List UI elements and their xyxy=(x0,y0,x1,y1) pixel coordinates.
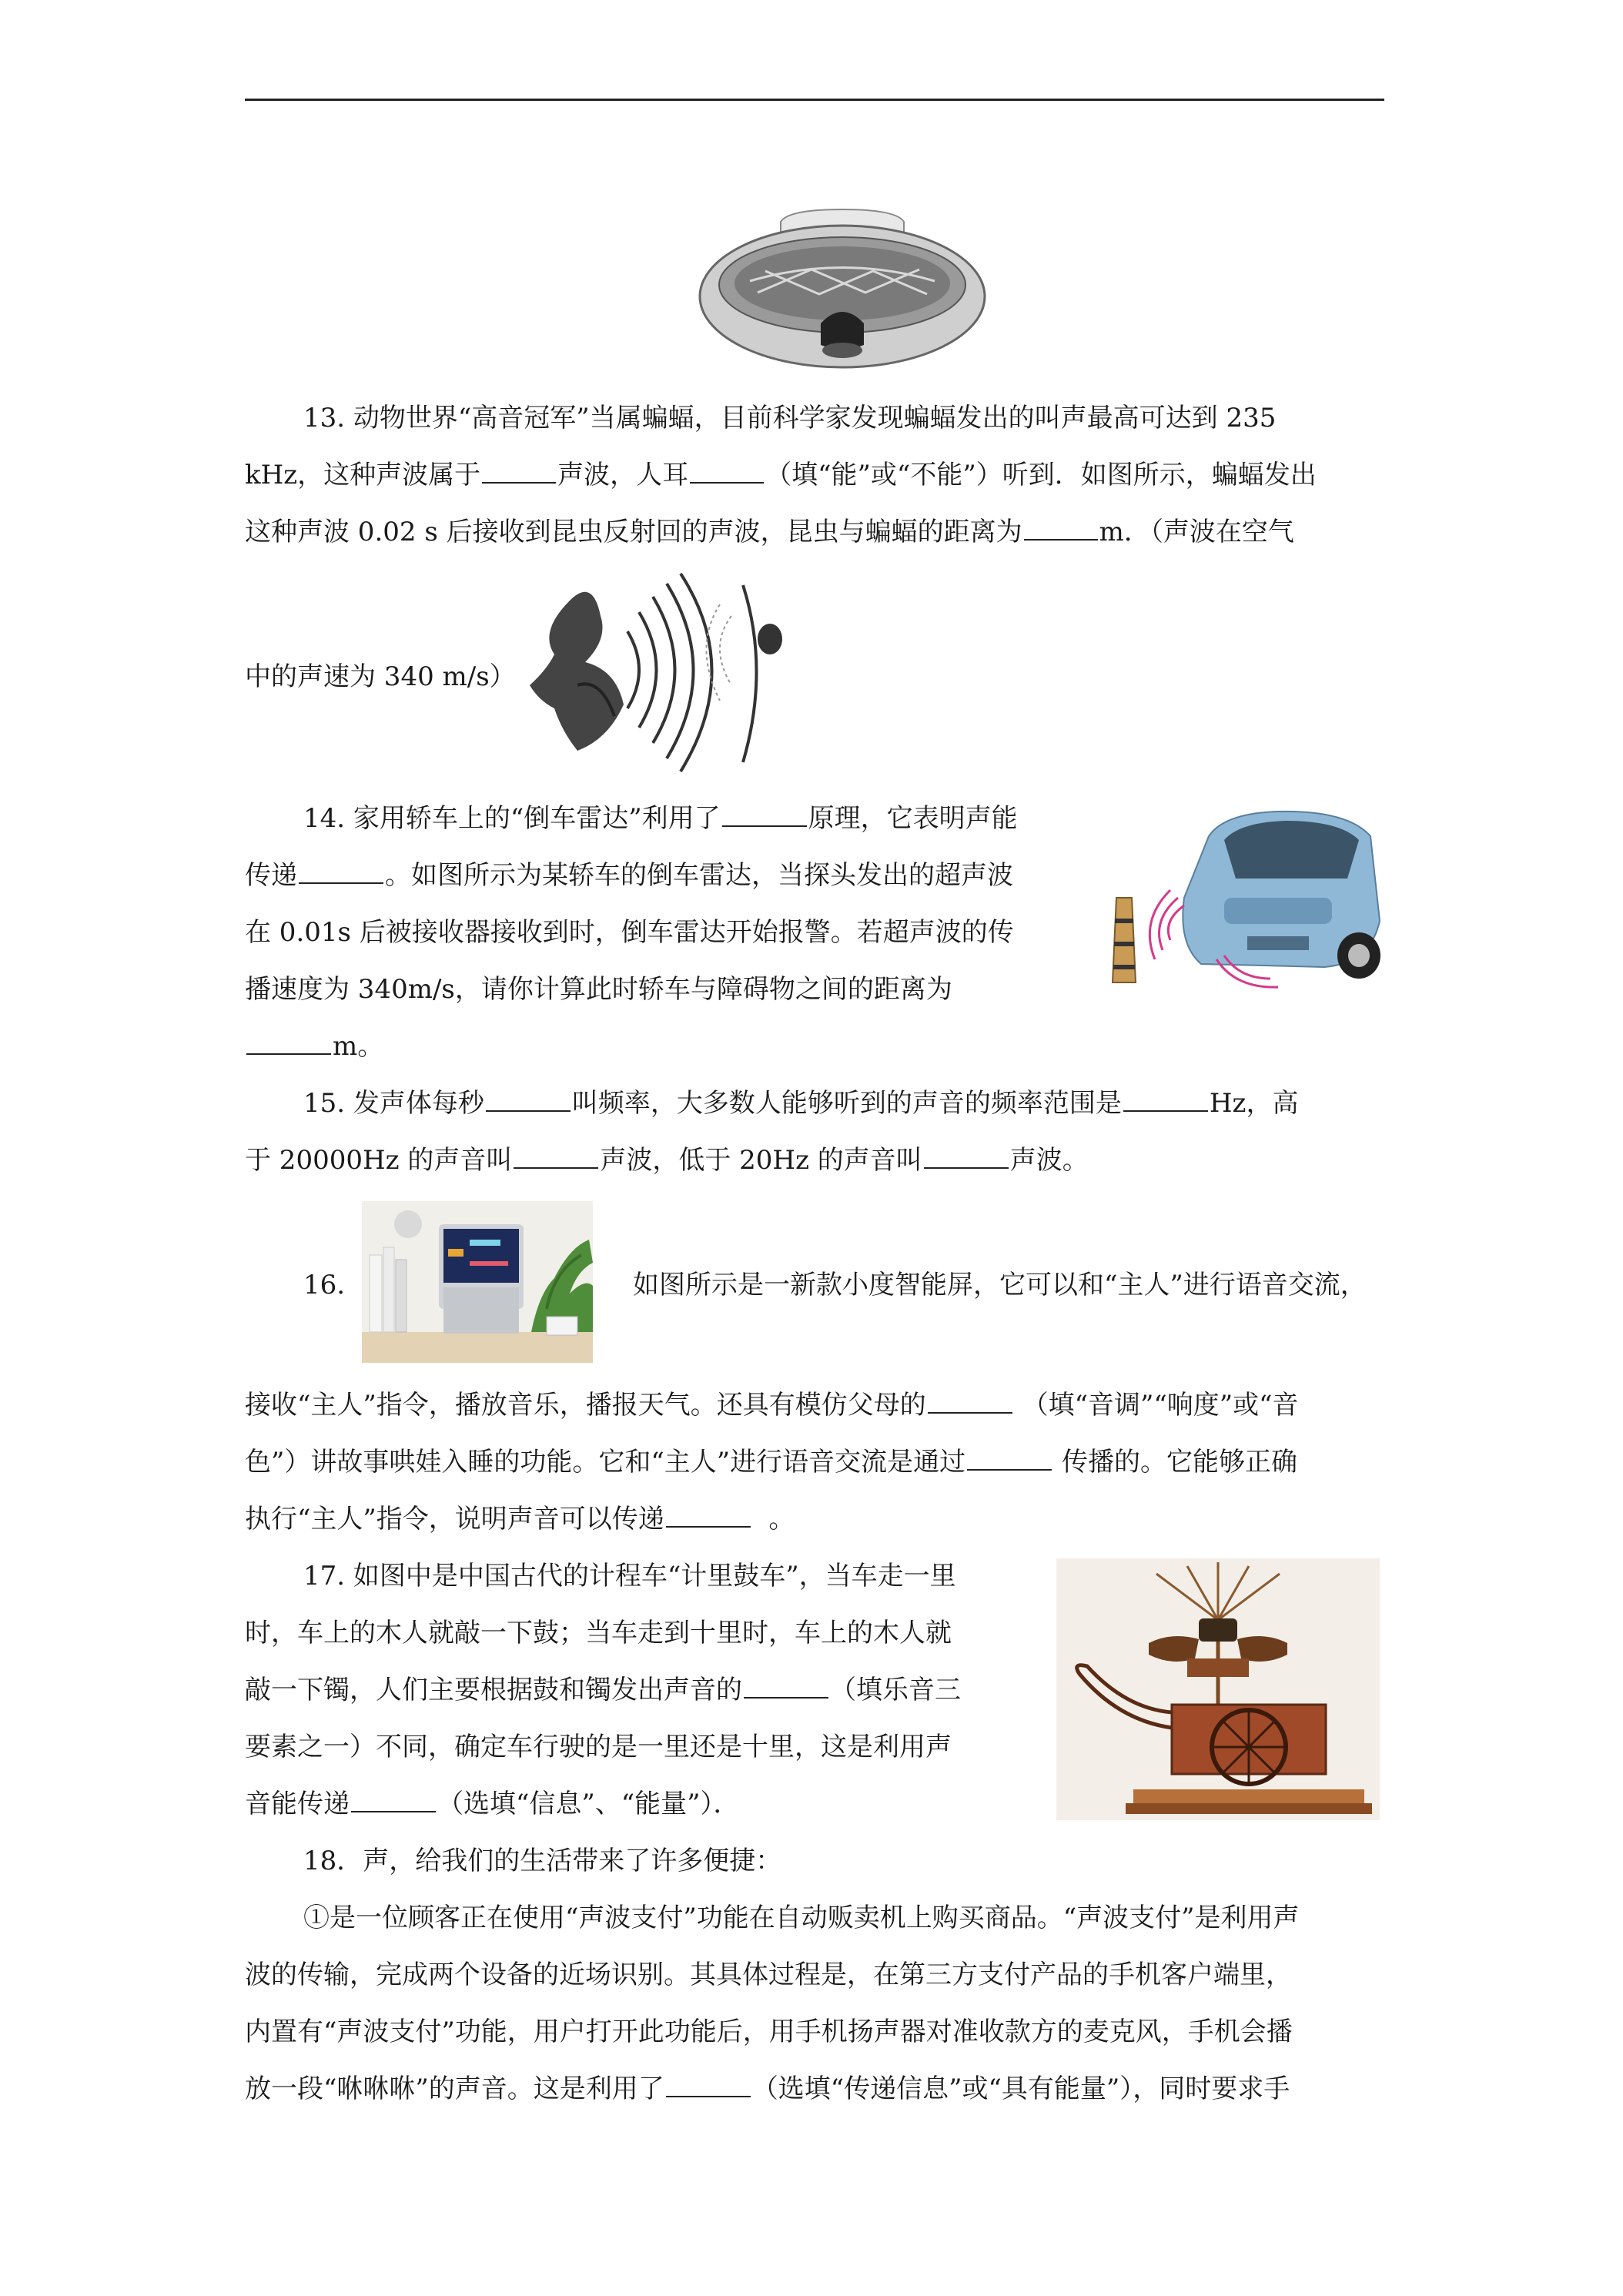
answer-blank[interactable] xyxy=(666,2073,751,2097)
q14-text: 。如图所示为某轿车的倒车雷达，当探头发出的超声波 xyxy=(385,860,1013,891)
q17-text: （选填“信息”、“能量”）． xyxy=(437,1789,740,1819)
q16-text: 色”）讲故事哄娃入睡的功能。它和“主人”进行语音交流是通过 xyxy=(245,1447,966,1478)
answer-blank[interactable] xyxy=(666,1503,751,1528)
q14-text: m。 xyxy=(333,1031,384,1062)
q15-text: 声波。 xyxy=(1009,1145,1089,1176)
q14-line4: 播速度为 340m/s，请你计算此时轿车与障碍物之间的距离为 xyxy=(245,974,952,1005)
q16-text: 执行“主人”指令，说明声音可以传递 xyxy=(245,1504,664,1535)
answer-blank[interactable] xyxy=(482,459,556,484)
answer-blank[interactable] xyxy=(744,1674,828,1699)
q14-line1 xyxy=(245,801,1076,836)
answer-blank[interactable] xyxy=(722,802,807,827)
bat-echolocation-image xyxy=(524,570,785,778)
q13-text: kHz，这种声波属于 xyxy=(245,460,481,490)
q18-text: （选填“传递信息”或“具有能量”），同时要求手 xyxy=(751,2073,1290,2104)
q14-text: 14. 家用轿车上的“倒车雷达”利用了 xyxy=(303,803,721,834)
answer-blank[interactable] xyxy=(514,1144,598,1169)
q13-line4: 中的声速为 340 m/s） xyxy=(245,661,516,692)
q16-line1: 如图所示是一新款小度智能屏，它可以和“主人”进行语音交流， xyxy=(633,1270,1367,1300)
q18-line1: 18．声，给我们的生活带来了许多便捷： xyxy=(303,1846,782,1876)
q14-text: 传递 xyxy=(245,860,297,891)
q17-line2: 时，车上的木人就敲一下鼓；当车走到十里时，车上的木人就 xyxy=(245,1618,952,1648)
q14-line2 xyxy=(245,858,1076,893)
q13-text: （填“能”或“不能”）听到．如图所示，蝙蝠发出 xyxy=(765,460,1317,490)
answer-blank[interactable] xyxy=(1123,1087,1208,1112)
q18-line2: ①是一位顾客正在使用“声波支付”功能在自动贩卖机上购买商品。“声波支付”是利用声 xyxy=(303,1903,1300,1933)
q13-line3 xyxy=(245,514,1384,550)
q13-text: m．（声波在空气 xyxy=(1099,517,1294,547)
q17-text: 敲一下镯，人们主要根据鼓和镯发出声音的 xyxy=(245,1675,742,1705)
q15-text: Hz，高 xyxy=(1209,1088,1299,1119)
parking-radar-car-image xyxy=(1093,805,1386,990)
answer-blank[interactable] xyxy=(967,1446,1052,1471)
q15-text: 声波，低于 20Hz 的声音叫 xyxy=(600,1145,922,1176)
q18-line4: 内置有“声波支付”功能，用户打开此功能后，用手机扬声器对准收款方的麦克风，手机会播 xyxy=(245,2017,1293,2047)
q16-line3 xyxy=(245,1444,1384,1480)
q16-text: 传播的。它能够正确 xyxy=(1061,1447,1297,1478)
q17-line1: 17. 如图中是中国古代的计程车“计里鼓车”，当车走一里 xyxy=(303,1561,956,1591)
q13-line1: 13. 动物世界“高音冠军”当属蝙蝠，目前科学家发现蝙蝠发出的叫声最高可达到 235 xyxy=(303,403,1277,433)
q15-text: 叫频率，大多数人能够听到的声音的频率范围是 xyxy=(571,1088,1122,1119)
q14-line3: 在 0.01s 后被接收器接收到时，倒车雷达开始报警。若超声波的传 xyxy=(245,917,1014,948)
q17-line4: 要素之一）不同，确定车行驶的是一里还是十里，这是利用声 xyxy=(245,1732,952,1762)
q16-text: （填“音调”“响度”或“音 xyxy=(1022,1390,1299,1421)
q18-text: 放一段“咻咻咻”的声音。这是利用了 xyxy=(245,2073,664,2104)
q18-line5 xyxy=(245,2071,1384,2107)
q13-text: 这种声波 0.02 s 后接收到昆虫反射回的声波，昆虫与蝙蝠的距离为 xyxy=(245,517,1022,547)
answer-blank[interactable] xyxy=(928,1389,1012,1414)
q13-text: 声波，人耳 xyxy=(557,460,689,490)
q13-line2 xyxy=(245,457,1384,493)
q15-text: 于 20000Hz 的声音叫 xyxy=(245,1145,513,1176)
answer-blank[interactable] xyxy=(299,859,383,884)
q16-text: 接收“主人”指令，播放音乐，播报天气。还具有模仿父母的 xyxy=(245,1390,926,1421)
q17-text: 音能传递 xyxy=(245,1789,350,1819)
q17-line3 xyxy=(245,1672,1076,1708)
q15-line2 xyxy=(245,1143,1384,1178)
q16-text: 。 xyxy=(768,1504,795,1535)
answer-blank[interactable] xyxy=(1024,516,1098,541)
answer-blank[interactable] xyxy=(486,1087,571,1112)
q17-line5 xyxy=(245,1786,1076,1822)
answer-blank[interactable] xyxy=(690,459,764,484)
answer-blank[interactable] xyxy=(924,1144,1009,1169)
q18-line3: 波的传输，完成两个设备的近场识别。其具体过程是，在第三方支付产品的手机客户端里， xyxy=(245,1960,1292,1990)
q16-number: 16. xyxy=(303,1270,346,1300)
q14-line5 xyxy=(245,1029,1076,1064)
ultrasonic-cleaner-image xyxy=(696,208,989,370)
q16-line2 xyxy=(245,1387,1384,1423)
q15-text: 15. 发声体每秒 xyxy=(303,1088,484,1119)
drum-cart-image xyxy=(1056,1558,1380,1820)
smart-screen-image xyxy=(362,1201,593,1363)
q15-line1 xyxy=(245,1086,1384,1121)
q16-line4 xyxy=(245,1501,1384,1537)
header-rule xyxy=(245,99,1384,101)
q17-text: （填乐音三 xyxy=(830,1675,961,1705)
answer-blank[interactable] xyxy=(351,1788,436,1812)
answer-blank[interactable] xyxy=(246,1030,331,1055)
q14-text: 原理，它表明声能 xyxy=(808,803,1018,834)
